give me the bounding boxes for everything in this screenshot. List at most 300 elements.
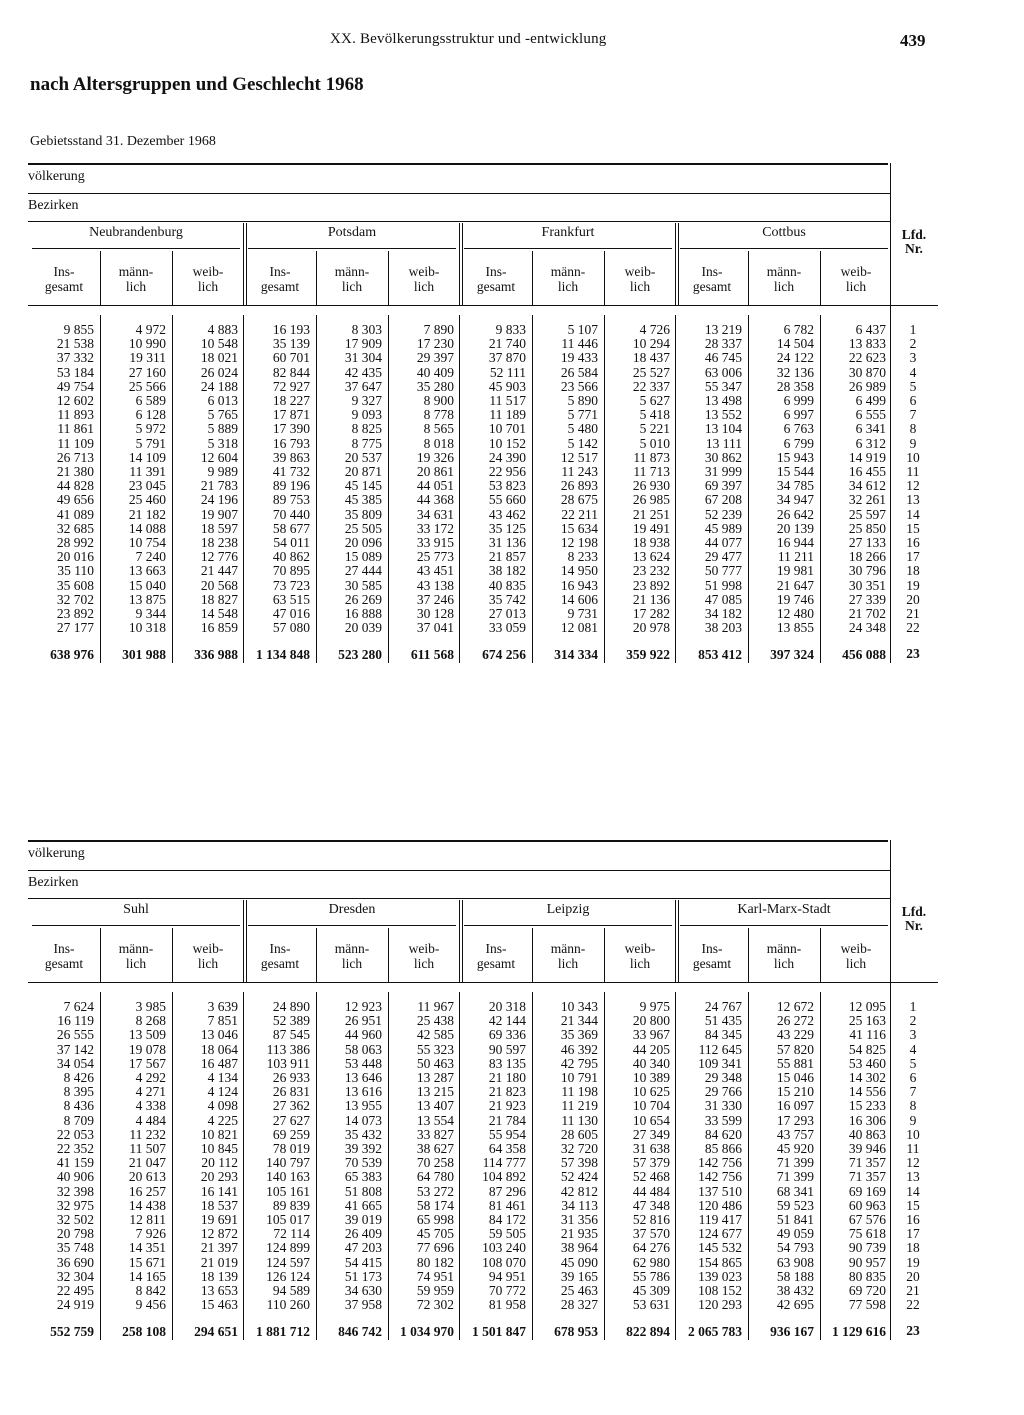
data-cell: 16 306 <box>848 1112 886 1128</box>
row-number: 1 <box>909 999 917 1014</box>
data-cell: 13 616 <box>344 1084 382 1100</box>
total-cell-insgesamt: 674 256 <box>482 647 526 663</box>
data-cell: 44 051 <box>416 478 454 494</box>
data-cell: 103 240 <box>482 1240 526 1256</box>
data-cell: 4 292 <box>135 1070 166 1086</box>
data-cell: 30 351 <box>848 577 886 593</box>
data-cell: 28 992 <box>56 535 94 551</box>
data-column-weiblich <box>172 1000 238 1312</box>
col-header-weiblich: weib- lich <box>624 941 656 971</box>
data-cell: 26 713 <box>56 449 94 465</box>
data-cell: 30 870 <box>848 364 886 380</box>
data-cell: 25 527 <box>632 364 670 380</box>
row-number: 15 <box>906 1197 920 1213</box>
data-cell: 30 796 <box>848 563 886 579</box>
row-number: 22 <box>906 620 920 636</box>
data-cell: 18 227 <box>272 393 310 409</box>
data-cell: 6 555 <box>855 407 886 423</box>
data-cell: 142 756 <box>698 1169 742 1185</box>
data-cell: 53 823 <box>488 478 526 494</box>
data-cell: 89 839 <box>272 1197 310 1213</box>
data-cell: 113 386 <box>266 1041 310 1057</box>
data-cell: 21 783 <box>200 478 238 494</box>
row-number: 10 <box>906 449 920 465</box>
data-cell: 22 053 <box>56 1126 94 1142</box>
total-cell-weiblich: 456 088 <box>842 647 886 663</box>
data-cell: 32 304 <box>56 1268 94 1284</box>
data-cell: 36 690 <box>56 1254 94 1270</box>
data-cell: 18 064 <box>200 1041 238 1057</box>
data-cell: 47 016 <box>272 606 310 622</box>
data-cell: 46 745 <box>704 350 742 366</box>
data-cell: 5 418 <box>639 407 670 423</box>
data-cell: 35 125 <box>488 520 526 536</box>
total-cell-insgesamt: 1 501 847 <box>472 1324 526 1340</box>
data-cell: 85 866 <box>704 1141 742 1157</box>
region-name-neubrandenburg: Neubrandenburg <box>89 225 183 240</box>
data-cell: 69 259 <box>272 1126 310 1142</box>
data-cell: 27 160 <box>128 364 166 380</box>
total-cell-weiblich: 1 034 970 <box>400 1324 454 1340</box>
data-cell: 13 498 <box>704 393 742 409</box>
data-cell: 23 232 <box>632 563 670 579</box>
data-cell: 55 881 <box>776 1055 814 1071</box>
data-cell: 18 238 <box>200 535 238 551</box>
data-column-insgesamt <box>28 323 94 635</box>
row-number: 9 <box>909 1112 917 1128</box>
data-cell: 35 742 <box>488 591 526 607</box>
data-cell: 24 196 <box>200 492 238 508</box>
data-cell: 20 568 <box>200 577 238 593</box>
data-cell: 52 816 <box>632 1212 670 1228</box>
data-column-weiblich <box>820 323 886 635</box>
data-cell: 43 462 <box>488 506 526 522</box>
total-cell-insgesamt: 552 759 <box>50 1324 94 1340</box>
data-cell: 44 077 <box>704 535 742 551</box>
data-cell: 11 873 <box>633 449 670 465</box>
data-cell: 21 823 <box>488 1084 526 1100</box>
data-cell: 11 189 <box>489 407 526 423</box>
data-cell: 4 134 <box>207 1070 238 1086</box>
data-column-insgesamt <box>244 1000 310 1312</box>
data-col-separator <box>172 992 173 1340</box>
data-cell: 24 188 <box>200 378 238 394</box>
data-column-maennlich <box>532 1000 598 1312</box>
data-cell: 77 696 <box>416 1240 454 1256</box>
data-cell: 20 039 <box>344 620 382 636</box>
row-number: 20 <box>906 1268 920 1284</box>
col-header-insgesamt: Ins- gesamt <box>476 941 516 971</box>
data-cell: 5 890 <box>567 393 598 409</box>
row-number: 11 <box>906 1141 920 1157</box>
row-number: 7 <box>909 407 917 423</box>
data-cell: 27 133 <box>848 535 886 551</box>
total-cell-insgesamt: 2 065 783 <box>688 1324 742 1340</box>
data-cell: 5 107 <box>567 322 598 337</box>
data-cell: 54 793 <box>776 1240 814 1256</box>
data-cell: 20 537 <box>344 449 382 465</box>
data-cell: 4 972 <box>135 322 166 337</box>
data-cell: 81 958 <box>488 1297 526 1313</box>
region-rule <box>32 248 240 249</box>
data-cell: 64 358 <box>488 1141 526 1157</box>
data-cell: 42 435 <box>344 364 382 380</box>
data-cell: 37 647 <box>344 378 382 394</box>
data-cell: 20 978 <box>632 620 670 636</box>
data-cell: 29 397 <box>416 350 454 366</box>
data-cell: 9 731 <box>567 606 598 622</box>
data-cell: 41 116 <box>849 1027 886 1043</box>
total-cell-maennlich: 678 953 <box>554 1324 598 1340</box>
row-number-column <box>896 323 930 635</box>
data-cell: 37 142 <box>56 1041 94 1057</box>
data-cell: 53 448 <box>344 1055 382 1071</box>
data-cell: 51 841 <box>776 1212 814 1228</box>
data-cell: 13 875 <box>128 591 166 607</box>
data-cell: 10 625 <box>632 1084 670 1100</box>
data-cell: 77 598 <box>848 1297 886 1313</box>
data-cell: 13 646 <box>344 1070 382 1086</box>
row-number: 19 <box>906 1254 920 1270</box>
region-name-potsdam: Potsdam <box>327 225 377 240</box>
data-cell: 13 833 <box>848 336 886 352</box>
data-column-maennlich <box>748 323 814 635</box>
data-cell: 29 766 <box>704 1084 742 1100</box>
data-cell: 104 892 <box>482 1169 526 1185</box>
data-cell: 45 145 <box>344 478 382 494</box>
data-cell: 44 828 <box>56 478 94 494</box>
row-number: 14 <box>906 1183 920 1199</box>
rule-1 <box>28 870 890 871</box>
data-cell: 18 266 <box>848 549 886 565</box>
data-cell: 21 180 <box>488 1070 526 1086</box>
data-cell: 3 639 <box>207 999 238 1014</box>
data-cell: 39 946 <box>848 1141 886 1157</box>
data-cell: 32 502 <box>56 1212 94 1228</box>
row-number: 4 <box>909 364 917 380</box>
data-cell: 33 915 <box>416 535 454 551</box>
rule-2 <box>28 898 890 899</box>
data-cell: 32 702 <box>56 591 94 607</box>
data-cell: 84 345 <box>704 1027 742 1043</box>
data-cell: 9 093 <box>351 407 382 423</box>
data-cell: 89 753 <box>272 492 310 508</box>
data-cell: 31 638 <box>632 1141 670 1157</box>
data-cell: 20 293 <box>200 1169 238 1185</box>
data-cell: 52 468 <box>632 1169 670 1185</box>
data-cell: 23 892 <box>56 606 94 622</box>
data-region-separator <box>459 315 460 663</box>
data-cell: 50 777 <box>704 563 742 579</box>
data-cell: 23 892 <box>632 577 670 593</box>
row-number: 5 <box>909 1055 917 1071</box>
data-cell: 40 340 <box>632 1055 670 1071</box>
data-cell: 19 981 <box>776 563 814 579</box>
data-cell: 28 337 <box>704 336 742 352</box>
data-cell: 25 505 <box>344 520 382 536</box>
data-cell: 63 515 <box>272 591 310 607</box>
data-cell: 70 258 <box>416 1155 454 1171</box>
data-cell: 11 517 <box>489 393 526 409</box>
data-cell: 38 182 <box>488 563 526 579</box>
data-column-insgesamt <box>460 1000 526 1312</box>
data-cell: 38 432 <box>776 1283 814 1299</box>
data-cell: 11 243 <box>561 464 598 480</box>
data-cell: 20 800 <box>632 1013 670 1029</box>
data-cell: 54 011 <box>273 535 310 551</box>
data-cell: 15 634 <box>560 520 598 536</box>
total-cell-maennlich: 397 324 <box>770 647 814 663</box>
data-cell: 5 480 <box>567 421 598 437</box>
data-cell: 11 232 <box>129 1126 166 1142</box>
data-cell: 67 576 <box>848 1212 886 1228</box>
col-header-maennlich: männ- lich <box>766 264 802 294</box>
data-cell: 67 208 <box>704 492 742 508</box>
data-cell: 57 379 <box>632 1155 670 1171</box>
col-header-maennlich: männ- lich <box>550 941 586 971</box>
data-cell: 27 444 <box>344 563 382 579</box>
data-cell: 21 702 <box>848 606 886 622</box>
data-column-maennlich <box>532 323 598 635</box>
data-cell: 13 955 <box>344 1098 382 1114</box>
data-cell: 49 656 <box>56 492 94 508</box>
data-cell: 14 438 <box>128 1197 166 1213</box>
data-cell: 14 504 <box>776 336 814 352</box>
data-col-separator <box>748 315 749 663</box>
row-number: 22 <box>906 1297 920 1313</box>
data-cell: 17 909 <box>344 336 382 352</box>
data-cell: 13 046 <box>200 1027 238 1043</box>
data-region-separator <box>243 315 244 663</box>
page-subtitle: Gebietsstand 31. Dezember 1968 <box>30 134 216 149</box>
data-cell: 14 919 <box>848 449 886 465</box>
data-cell: 90 957 <box>848 1254 886 1270</box>
data-cell: 90 597 <box>488 1041 526 1057</box>
data-cell: 137 510 <box>698 1183 742 1199</box>
data-cell: 35 139 <box>272 336 310 352</box>
data-cell: 49 059 <box>776 1226 814 1242</box>
data-cell: 27 339 <box>848 591 886 607</box>
data-cell: 124 597 <box>266 1254 310 1270</box>
data-cell: 51 173 <box>344 1268 382 1284</box>
data-cell: 60 963 <box>848 1197 886 1213</box>
data-cell: 140 797 <box>266 1155 310 1171</box>
data-cell: 23 045 <box>128 478 166 494</box>
data-cell: 32 398 <box>56 1183 94 1199</box>
total-cell-maennlich: 301 988 <box>122 647 166 663</box>
data-cell: 14 606 <box>560 591 598 607</box>
data-cell: 6 312 <box>855 435 886 451</box>
data-cell: 5 889 <box>207 421 238 437</box>
data-cell: 126 124 <box>266 1268 310 1284</box>
data-cell: 5 318 <box>207 435 238 451</box>
data-cell: 8 778 <box>423 407 454 423</box>
data-cell: 72 114 <box>273 1226 310 1242</box>
data-cell: 29 348 <box>704 1070 742 1086</box>
data-cell: 22 623 <box>848 350 886 366</box>
data-cell: 51 998 <box>704 577 742 593</box>
data-col-separator <box>316 992 317 1340</box>
data-cell: 11 109 <box>57 435 94 451</box>
data-col-separator <box>604 992 605 1340</box>
data-cell: 33 172 <box>416 520 454 536</box>
data-cell: 17 567 <box>128 1055 166 1071</box>
data-column-maennlich <box>316 1000 382 1312</box>
data-cell: 17 282 <box>632 606 670 622</box>
data-cell: 42 795 <box>560 1055 598 1071</box>
data-cell: 58 174 <box>416 1197 454 1213</box>
data-column-insgesamt <box>28 1000 94 1312</box>
row-number: 18 <box>906 563 920 579</box>
data-cell: 12 923 <box>344 999 382 1014</box>
data-cell: 52 389 <box>272 1013 310 1029</box>
data-cell: 10 389 <box>632 1070 670 1086</box>
region-name-frankfurt: Frankfurt <box>541 225 595 240</box>
col-header-weiblich: weib- lich <box>408 264 440 294</box>
label-bevoelkerung: völkerung <box>28 846 85 861</box>
data-cell: 15 210 <box>776 1084 814 1100</box>
rule-1 <box>28 193 890 194</box>
data-cell: 34 630 <box>344 1283 382 1299</box>
row-number: 18 <box>906 1240 920 1256</box>
col-header-weiblich: weib- lich <box>840 941 872 971</box>
row-number: 7 <box>909 1084 917 1100</box>
data-cell: 12 517 <box>560 449 598 465</box>
data-cell: 38 627 <box>416 1141 454 1157</box>
data-cell: 55 660 <box>488 492 526 508</box>
data-cell: 35 110 <box>57 563 94 579</box>
row-number: 20 <box>906 591 920 607</box>
data-cell: 28 605 <box>560 1126 598 1142</box>
row-number: 21 <box>906 606 920 622</box>
data-cell: 43 229 <box>776 1027 814 1043</box>
data-cell: 26 409 <box>344 1226 382 1242</box>
data-cell: 35 432 <box>344 1126 382 1142</box>
data-cell: 52 111 <box>489 364 526 380</box>
data-cell: 13 104 <box>704 421 742 437</box>
data-cell: 21 784 <box>488 1112 526 1128</box>
row-number-total: 23 <box>906 1323 920 1339</box>
data-cell: 70 772 <box>488 1283 526 1299</box>
data-cell: 29 477 <box>704 549 742 565</box>
data-cell: 5 771 <box>567 407 598 423</box>
data-cell: 20 861 <box>416 464 454 480</box>
data-cell: 11 198 <box>561 1084 598 1100</box>
region-name-leipzig: Leipzig <box>546 902 590 917</box>
data-cell: 21 538 <box>56 336 94 352</box>
data-cell: 15 040 <box>128 577 166 593</box>
row-number: 3 <box>909 1027 917 1043</box>
data-cell: 16 487 <box>200 1055 238 1071</box>
data-cell: 55 786 <box>632 1268 670 1284</box>
region-rule <box>464 248 672 249</box>
data-cell: 72 927 <box>272 378 310 394</box>
data-cell: 34 612 <box>848 478 886 494</box>
data-cell: 13 624 <box>632 549 670 565</box>
region-name-suhl: Suhl <box>123 902 149 917</box>
data-cell: 4 124 <box>207 1084 238 1100</box>
data-cell: 32 136 <box>776 364 814 380</box>
data-cell: 40 835 <box>488 577 526 593</box>
data-column-maennlich <box>100 1000 166 1312</box>
data-cell: 22 495 <box>56 1283 94 1299</box>
data-column-weiblich <box>604 1000 670 1312</box>
data-cell: 27 013 <box>488 606 526 622</box>
data-cell: 27 349 <box>632 1126 670 1142</box>
data-cell: 142 756 <box>698 1155 742 1171</box>
data-cell: 47 203 <box>344 1240 382 1256</box>
data-cell: 11 713 <box>633 464 670 480</box>
data-cell: 16 943 <box>560 577 598 593</box>
row-number: 13 <box>906 492 920 508</box>
data-cell: 109 341 <box>698 1055 742 1071</box>
data-cell: 32 975 <box>56 1197 94 1213</box>
data-cell: 10 294 <box>632 336 670 352</box>
data-cell: 31 304 <box>344 350 382 366</box>
data-cell: 53 272 <box>416 1183 454 1199</box>
data-cell: 14 302 <box>848 1070 886 1086</box>
data-cell: 34 113 <box>561 1197 598 1213</box>
total-cell-insgesamt: 1 881 712 <box>256 1324 310 1340</box>
data-cell: 18 938 <box>632 535 670 551</box>
row-number: 14 <box>906 506 920 522</box>
label-bezirken: Bezirken <box>28 875 79 890</box>
data-cell: 10 701 <box>488 421 526 437</box>
data-cell: 12 081 <box>560 620 598 636</box>
data-cell: 62 980 <box>632 1254 670 1270</box>
data-cell: 59 523 <box>776 1197 814 1213</box>
data-cell: 52 239 <box>704 506 742 522</box>
data-cell: 49 754 <box>56 378 94 394</box>
data-cell: 71 357 <box>848 1155 886 1171</box>
data-cell: 22 337 <box>632 378 670 394</box>
header-bottom-rule <box>28 982 938 983</box>
data-cell: 39 392 <box>344 1141 382 1157</box>
data-cell: 94 951 <box>488 1268 526 1284</box>
data-cell: 39 165 <box>560 1268 598 1284</box>
data-cell: 59 959 <box>416 1283 454 1299</box>
data-cell: 12 872 <box>200 1226 238 1242</box>
data-cell: 70 440 <box>272 506 310 522</box>
data-cell: 34 785 <box>776 478 814 494</box>
col-header-insgesamt: Ins- gesamt <box>260 941 300 971</box>
data-cell: 35 369 <box>560 1027 598 1043</box>
data-cell: 44 484 <box>632 1183 670 1199</box>
data-cell: 25 438 <box>416 1013 454 1029</box>
region-rule <box>464 925 672 926</box>
data-cell: 23 566 <box>560 378 598 394</box>
data-col-separator <box>820 315 821 663</box>
data-cell: 28 327 <box>560 1297 598 1313</box>
data-cell: 19 907 <box>200 506 238 522</box>
data-cell: 19 078 <box>128 1041 166 1057</box>
data-column-insgesamt <box>460 323 526 635</box>
data-cell: 32 685 <box>56 520 94 536</box>
region-name-karl-marx-stadt: Karl-Marx-Stadt <box>737 902 831 917</box>
data-cell: 124 899 <box>266 1240 310 1256</box>
data-cell: 6 799 <box>783 435 814 451</box>
col-header-insgesamt: Ins- gesamt <box>44 941 84 971</box>
col-header-maennlich: männ- lich <box>334 941 370 971</box>
data-cell: 11 507 <box>129 1141 166 1157</box>
data-cell: 16 888 <box>344 606 382 622</box>
data-cell: 25 163 <box>848 1013 886 1029</box>
data-cell: 24 767 <box>704 999 742 1014</box>
data-cell: 37 570 <box>632 1226 670 1242</box>
population-table-top <box>28 163 938 678</box>
data-column-weiblich <box>388 1000 454 1312</box>
data-cell: 27 177 <box>56 620 94 636</box>
